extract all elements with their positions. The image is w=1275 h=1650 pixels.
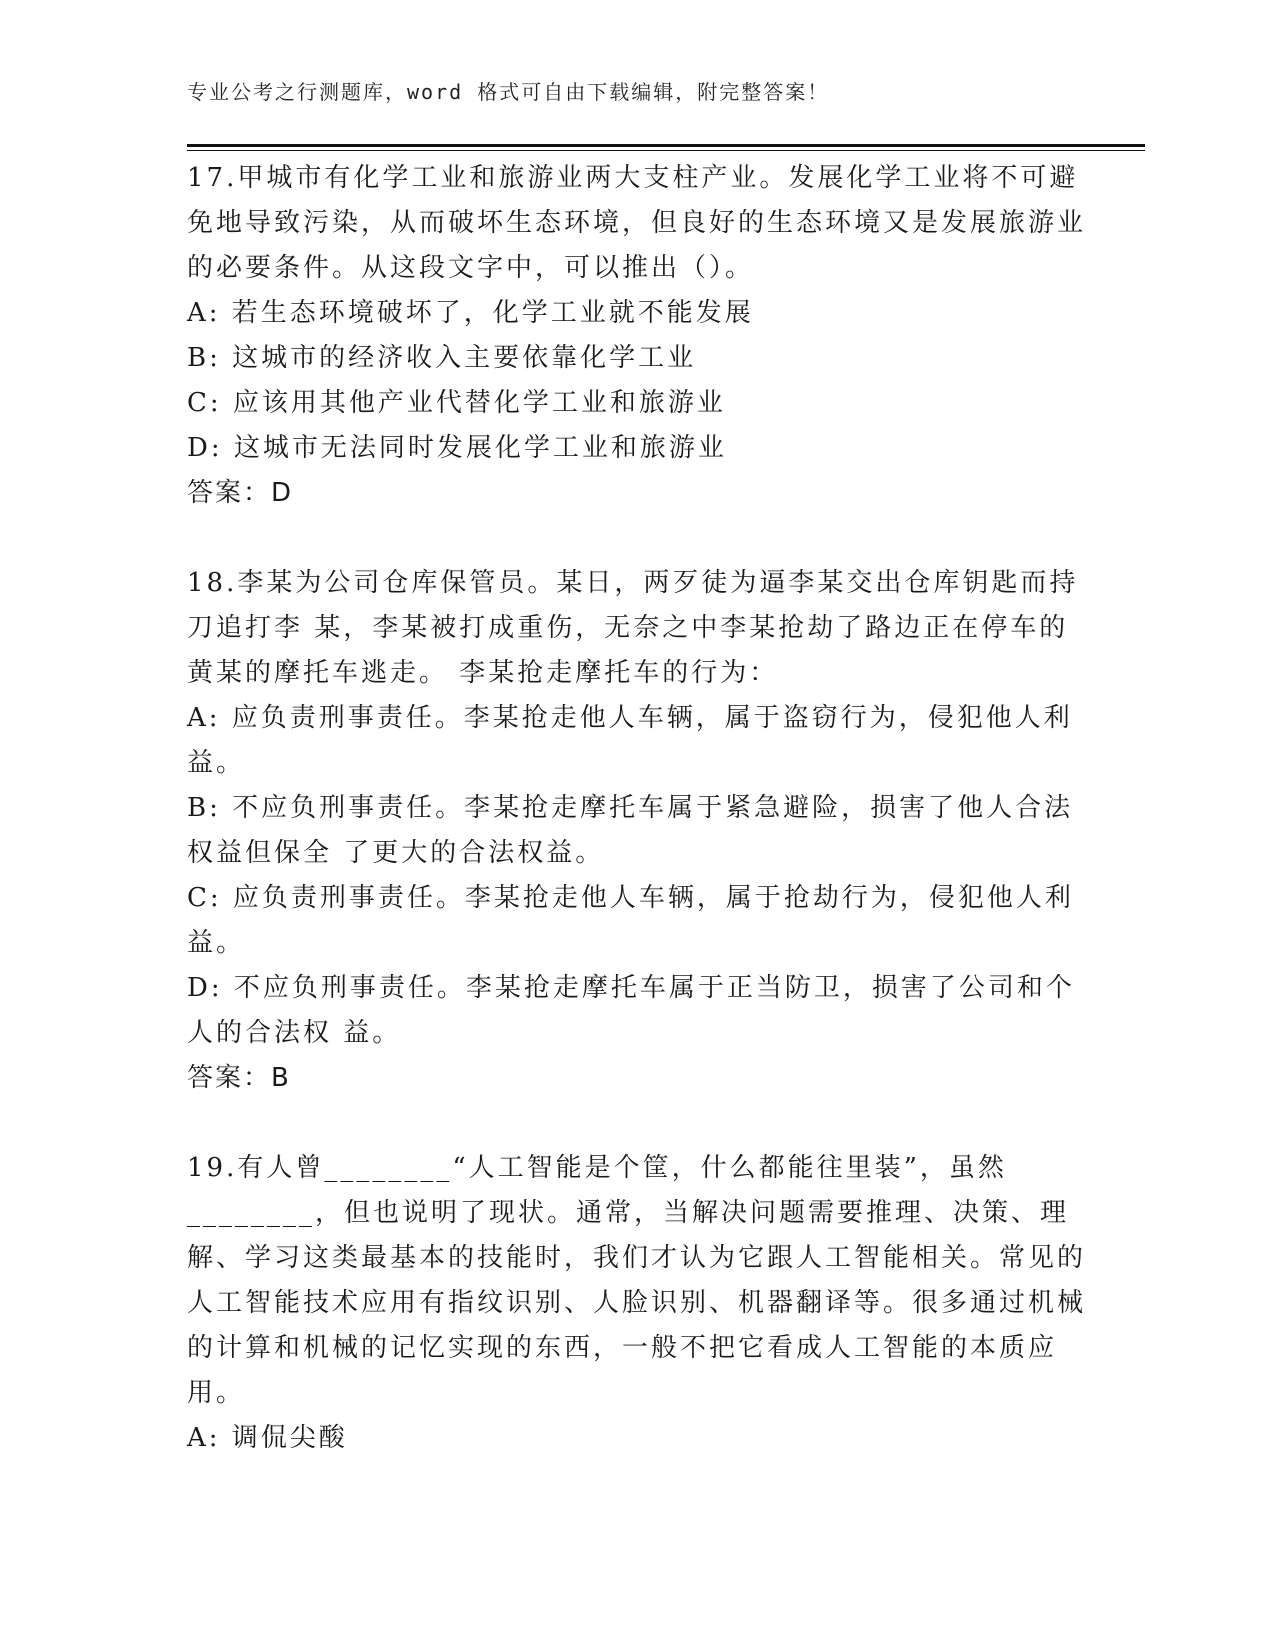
question-stem: 19.有人曾________“人工智能是个筐，什么都能往里装”，虽然________，但也说明了现状。通常，当解决问题需要推理、决策、理解、学习这类最基本的技能时，我们才认为它跟人工智能相关。常见的人工智能技术应用有指纹识别、人脸识别、机器翻译等。很多通过机械的计算和机械的记忆实现的东西，一般不把它看成人工智能的本质应用。 xyxy=(187,1153,1087,1408)
option-d: D: 不应负刑事责任。李某抢走摩托车属于正当防卫，损害了公司和个人的合法权 益。 xyxy=(187,973,1075,1048)
answer: 答案：B xyxy=(187,1063,291,1093)
option-d: D: 这城市无法同时发展化学工业和旅游业 xyxy=(187,433,727,463)
header-rule-thick xyxy=(187,144,1145,147)
option-c: C: 应该用其他产业代替化学工业和旅游业 xyxy=(187,388,726,418)
header-rule-thin xyxy=(187,150,1145,151)
option-b: B: 这城市的经济收入主要依靠化学工业 xyxy=(187,343,697,373)
question-stem: 17.甲城市有化学工业和旅游业两大支柱产业。发展化学工业将不可避免地导致污染，从而破坏生态环境，但良好的生态环境又是发展旅游业的必要条件。从这段文字中，可以推出（）。 xyxy=(187,163,1087,283)
answer: 答案：D xyxy=(187,478,294,508)
option-a: A: 若生态环境破坏了，化学工业就不能发展 xyxy=(187,298,754,328)
page-header: 专业公考之行测题库，word 格式可自由下载编辑，附完整答案！ xyxy=(187,80,830,104)
option-a: A: 调侃尖酸 xyxy=(187,1423,348,1453)
question-19 xyxy=(187,1146,1087,1461)
spacer xyxy=(187,516,1087,561)
question-18 xyxy=(187,561,1087,1101)
question-stem: 18.李某为公司仓库保管员。某日，两歹徒为逼李某交出仓库钥匙而持刀追打李 某，李某被打成重伤，无奈之中李某抢劫了路边正在停车的黄某的摩托车逃走。 李某抢走摩托车的行为： xyxy=(187,568,1079,688)
question-list xyxy=(187,156,1087,1461)
spacer xyxy=(187,1101,1087,1146)
option-a: A: 应负责刑事责任。李某抢走他人车辆，属于盗窃行为，侵犯他人利益。 xyxy=(187,703,1073,778)
option-b: B: 不应负刑事责任。李某抢走摩托车属于紧急避险，损害了他人合法权益但保全 了更大的合法权益。 xyxy=(187,793,1074,868)
option-c: C: 应负责刑事责任。李某抢走他人车辆，属于抢劫行为，侵犯他人利益。 xyxy=(187,883,1074,958)
question-17 xyxy=(187,156,1087,516)
